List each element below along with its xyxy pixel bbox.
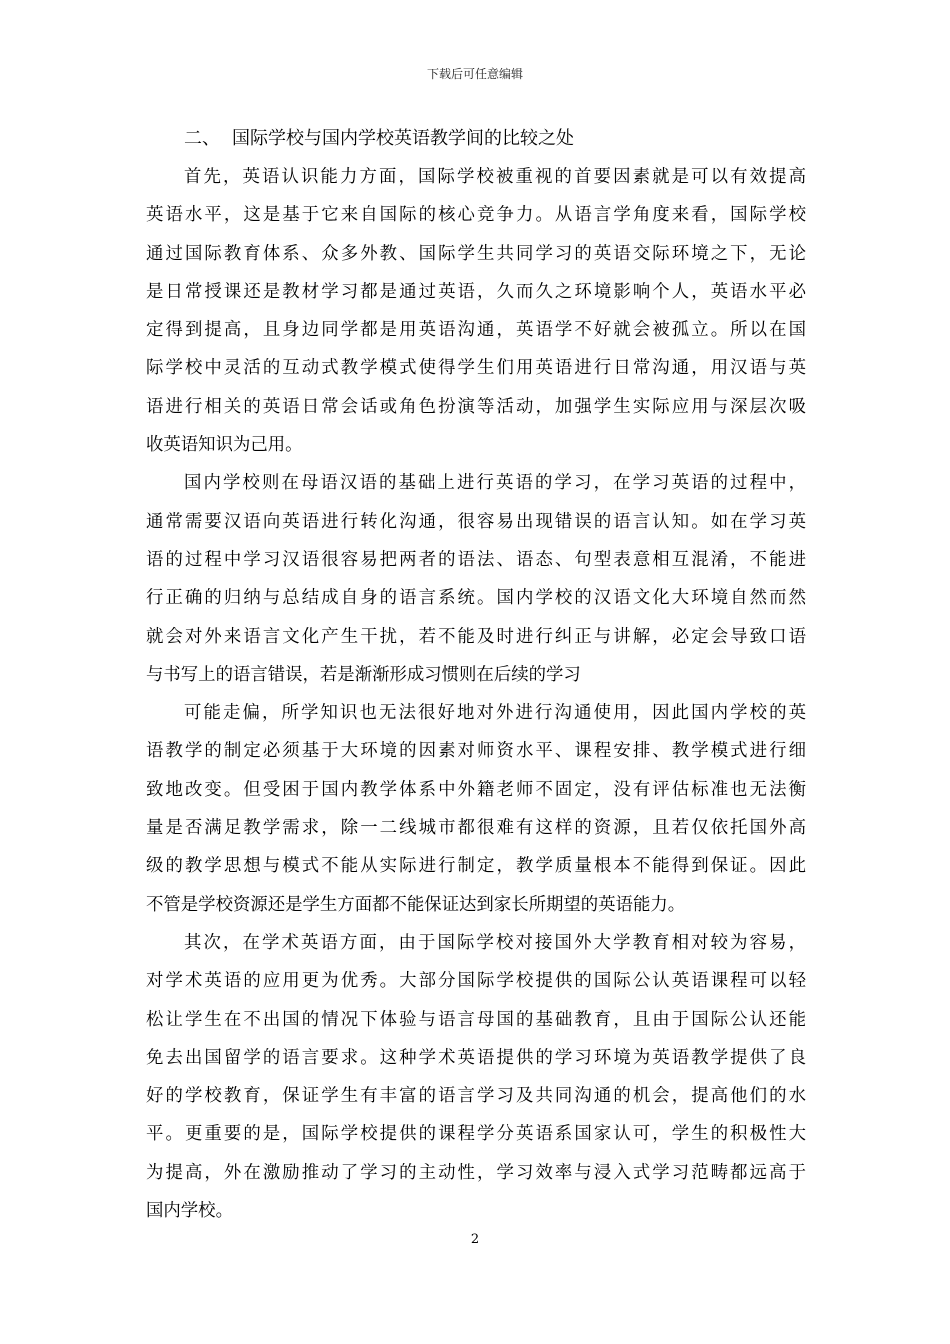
paragraph-line: 量是否满足教学需求，除一二线城市都很难有这样的资源，且若仅依托国外高 (146, 818, 806, 839)
paragraph-line: 松让学生在不出国的情况下体验与语言母国的基础教育，且由于国际公认还能 (146, 1009, 806, 1030)
paragraph-line: 为提高，外在激励推动了学习的主动性，学习效率与浸入式学习范畴都远高于 (146, 1162, 806, 1183)
paragraph-line: 可能走偏，所学知识也无法很好地对外进行沟通使用，因此国内学校的英 (184, 703, 806, 724)
paragraph-line: 收英语知识为己用。 (146, 435, 303, 456)
paragraph-line: 国内学校。 (146, 1201, 233, 1222)
body-text (146, 158, 806, 1230)
paragraph-line: 不管是学校资源还是学生方面都不能保证达到家长所期望的英语能力。 (146, 894, 686, 915)
paragraph-line: 平。更重要的是，国际学校提供的课程学分英语系国家认可，学生的积极性大 (146, 1124, 806, 1145)
paragraph-line: 语进行相关的英语日常会话或角色扮演等活动，加强学生实际应用与深层次吸 (146, 396, 806, 417)
paragraph-line: 际学校中灵活的互动式教学模式使得学生们用英语进行日常沟通，用汉语与英 (146, 358, 806, 379)
paragraph-2 (146, 464, 806, 694)
paragraph-line: 致地改变。但受困于国内教学体系中外籍老师不固定，没有评估标准也无法衡 (146, 779, 806, 800)
paragraph-line: 行正确的归纳与总结成自身的语言系统。国内学校的汉语文化大环境自然而然 (146, 588, 806, 609)
paragraph-line: 首先，英语认识能力方面，国际学校被重视的首要因素就是可以有效提高 (184, 167, 806, 187)
paragraph-line: 语教学的制定必须基于大环境的因素对师资水平、课程安排、教学模式进行细 (146, 741, 806, 762)
paragraph-1 (146, 158, 806, 464)
page-header: 下载后可任意编辑 (426, 67, 523, 81)
paragraph-line: 语的过程中学习汉语很容易把两者的语法、语态、句型表意相互混淆，不能进 (146, 549, 806, 570)
paragraph-line: 就会对外来语言文化产生干扰，若不能及时进行纠正与讲解，必定会导致口语 (146, 626, 806, 647)
paragraph-line: 英语水平，这是基于它来自国际的核心竞争力。从语言学角度来看，国际学校 (146, 205, 806, 226)
paragraph-line: 对学术英语的应用更为优秀。大部分国际学校提供的国际公认英语课程可以轻 (146, 971, 806, 992)
paragraph-line: 通过国际教育体系、众多外教、国际学生共同学习的英语交际环境之下，无论 (146, 243, 806, 264)
paragraph-line: 级的教学思想与模式不能从实际进行制定，教学质量根本不能得到保证。因此 (146, 856, 806, 877)
paragraph-line: 是日常授课还是教材学习都是通过英语，久而久之环境影响个人，英语水平必 (146, 281, 806, 302)
paragraph-line: 好的学校教育，保证学生有丰富的语言学习及共同沟通的机会，提高他们的水 (146, 1086, 806, 1107)
paragraph-line: 国内学校则在母语汉语的基础上进行英语的学习，在学习英语的过程中， (184, 473, 806, 494)
section-title: 国际学校与国内学校英语教学间的比较之处 (232, 128, 574, 149)
paragraph-4 (146, 924, 806, 1230)
paragraph-line: 与书写上的语言错误，若是渐渐形成习惯则在后续的学习 (146, 664, 581, 685)
section-heading (184, 124, 574, 154)
paragraph-3 (146, 694, 806, 924)
paragraph-line: 通常需要汉语向英语进行转化沟通，很容易出现错误的语言认知。如在学习英 (146, 511, 806, 532)
paragraph-line: 免去出国留学的语言要求。这种学术英语提供的学习环境为英语教学提供了良 (146, 1047, 806, 1068)
section-number: 二、 (184, 128, 220, 149)
paragraph-line: 其次，在学术英语方面，由于国际学校对接国外大学教育相对较为容易， (184, 932, 806, 953)
paragraph-line: 定得到提高，且身边同学都是用英语沟通，英语学不好就会被孤立。所以在国 (146, 320, 806, 341)
page-number: 2 (470, 1232, 480, 1247)
